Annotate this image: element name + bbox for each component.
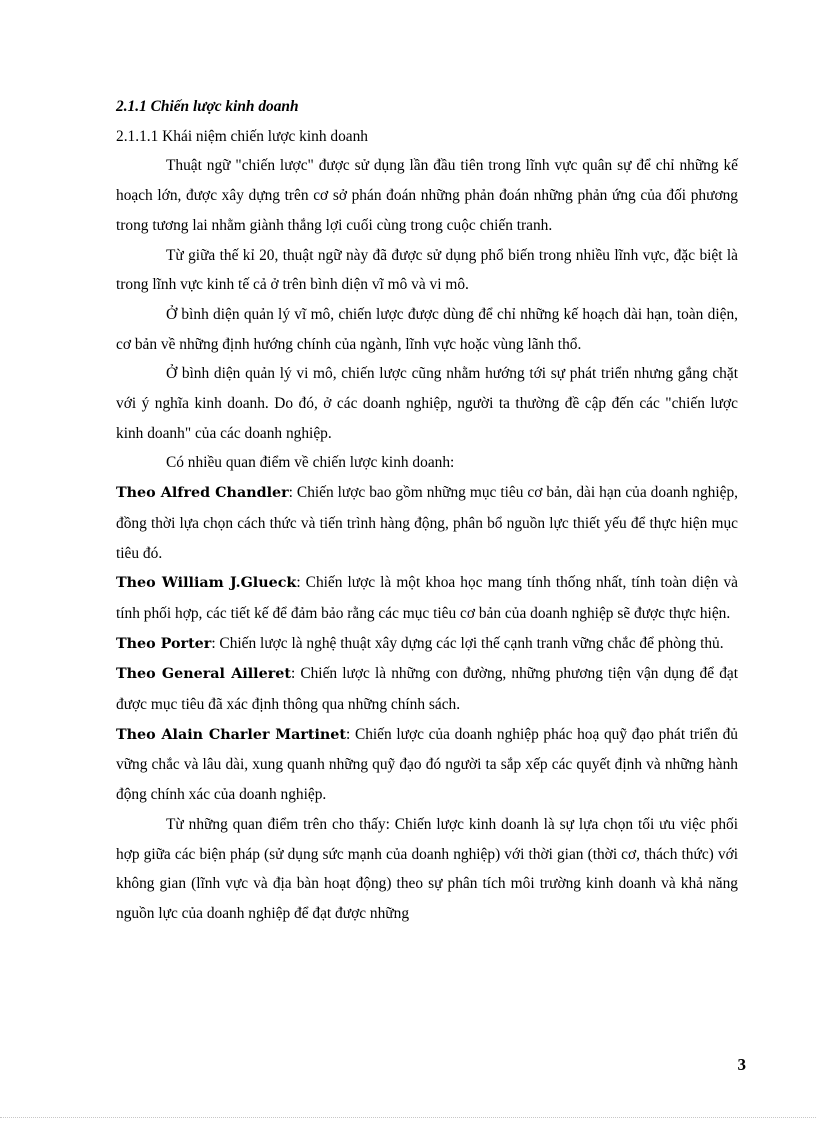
definition-author: Theo William J.Glueck xyxy=(116,575,297,592)
definition-author: Theo Porter xyxy=(116,635,212,652)
paragraph-micro: Ở bình diện quản lý vi mô, chiến lược cũng nhằm hướng tới sự phát triển nhưng gắng chặt với ý nghĩa kinh doanh. Do đó, ở các doanh nghiệp, người ta thường đề cập đến các "chiến lược kinh doanh" của các doanh nghiệp. xyxy=(116,365,738,442)
document-page xyxy=(116,92,738,929)
subsection-title: 2.1.1.1 Khái niệm chiến lược kinh doanh xyxy=(116,127,368,145)
definition-text: : Chiến lược là những con đường, những phương tiện vận dụng để đạt được mục tiêu đã xác định thông qua những chính sách. xyxy=(116,665,738,714)
page-number: 3 xyxy=(737,1055,746,1074)
definition-chandler xyxy=(116,478,738,568)
paragraph-origin: Thuật ngữ "chiến lược" được sử dụng lần đầu tiên trong lĩnh vực quân sự để chỉ những kế hoạch lớn, được xây dựng trên cơ sở phán đoán những phản đoán những phản ứng của đối phương trong tương lai nhằm giành thắng lợi cuối cùng trong cuộc chiến tranh. xyxy=(116,157,738,234)
definition-porter xyxy=(116,629,738,660)
definition-author: Theo Alfred Chandler xyxy=(116,485,289,502)
paragraph-conclusion: Từ những quan điểm trên cho thấy: Chiến lược kinh doanh là sự lựa chọn tối ưu việc phối hợp giữa các biện pháp (sử dụng sức mạnh của doanh nghiệp) với thời gian (thời cơ, thách thức) với không gian (lĩnh vực và địa bàn hoạt động) theo sự phân tích môi trường kinh doanh và khả năng nguồn lực của doanh nghiệp để đạt được những xyxy=(116,815,738,922)
definition-author: Theo Alain Charler Martinet xyxy=(116,726,347,743)
definition-text: : Chiến lược của doanh nghiệp phác hoạ quỹ đạo phát triển đủ vững chắc và lâu dài, xung quanh những quỹ đạo đó người ta sắp xếp các quyết định và những hành động chính xác của doanh nghiệp. xyxy=(116,725,738,804)
paragraph-viewpoints-intro: Có nhiều quan điểm về chiến lược kinh doanh: xyxy=(166,454,455,472)
definition-martinet xyxy=(116,720,738,810)
definition-author: Theo General Ailleret xyxy=(116,666,291,683)
page-bottom-divider xyxy=(0,1117,816,1118)
definition-text: : Chiến lược là một khoa học mang tính thống nhất, tính toàn diện và tính phối hợp, các tiết kế để đảm bảo rằng các mục tiêu cơ bản của doanh nghiệp sẽ được thực hiện. xyxy=(116,574,738,622)
definition-text: : Chiến lược bao gồm những mục tiêu cơ bản, dài hạn của doanh nghiệp, đồng thời lựa chọn cách thức và tiến trình hàng động, phân bổ nguồn lực thiết yếu để thực hiện mục tiêu đó. xyxy=(116,484,738,562)
definition-text: : Chiến lược là nghệ thuật xây dựng các lợi thế cạnh tranh vững chắc để phòng thủ. xyxy=(211,634,724,652)
paragraph-macro: Ở bình diện quản lý vĩ mô, chiến lược được dùng để chỉ những kế hoạch dài hạn, toàn diện, cơ bản về những định hướng chính của ngành, lĩnh vực hoặc vùng lãnh thổ. xyxy=(116,305,738,353)
definition-glueck xyxy=(116,568,738,628)
section-title: 2.1.1 Chiến lược kinh doanh xyxy=(116,98,299,115)
definition-ailleret xyxy=(116,659,738,719)
paragraph-20th-century: Từ giữa thế kỉ 20, thuật ngữ này đã được sử dụng phổ biến trong nhiều lĩnh vực, đặc biệt là trong lĩnh vực kinh tế cả ở trên bình diện vĩ mô và vi mô. xyxy=(116,246,738,294)
